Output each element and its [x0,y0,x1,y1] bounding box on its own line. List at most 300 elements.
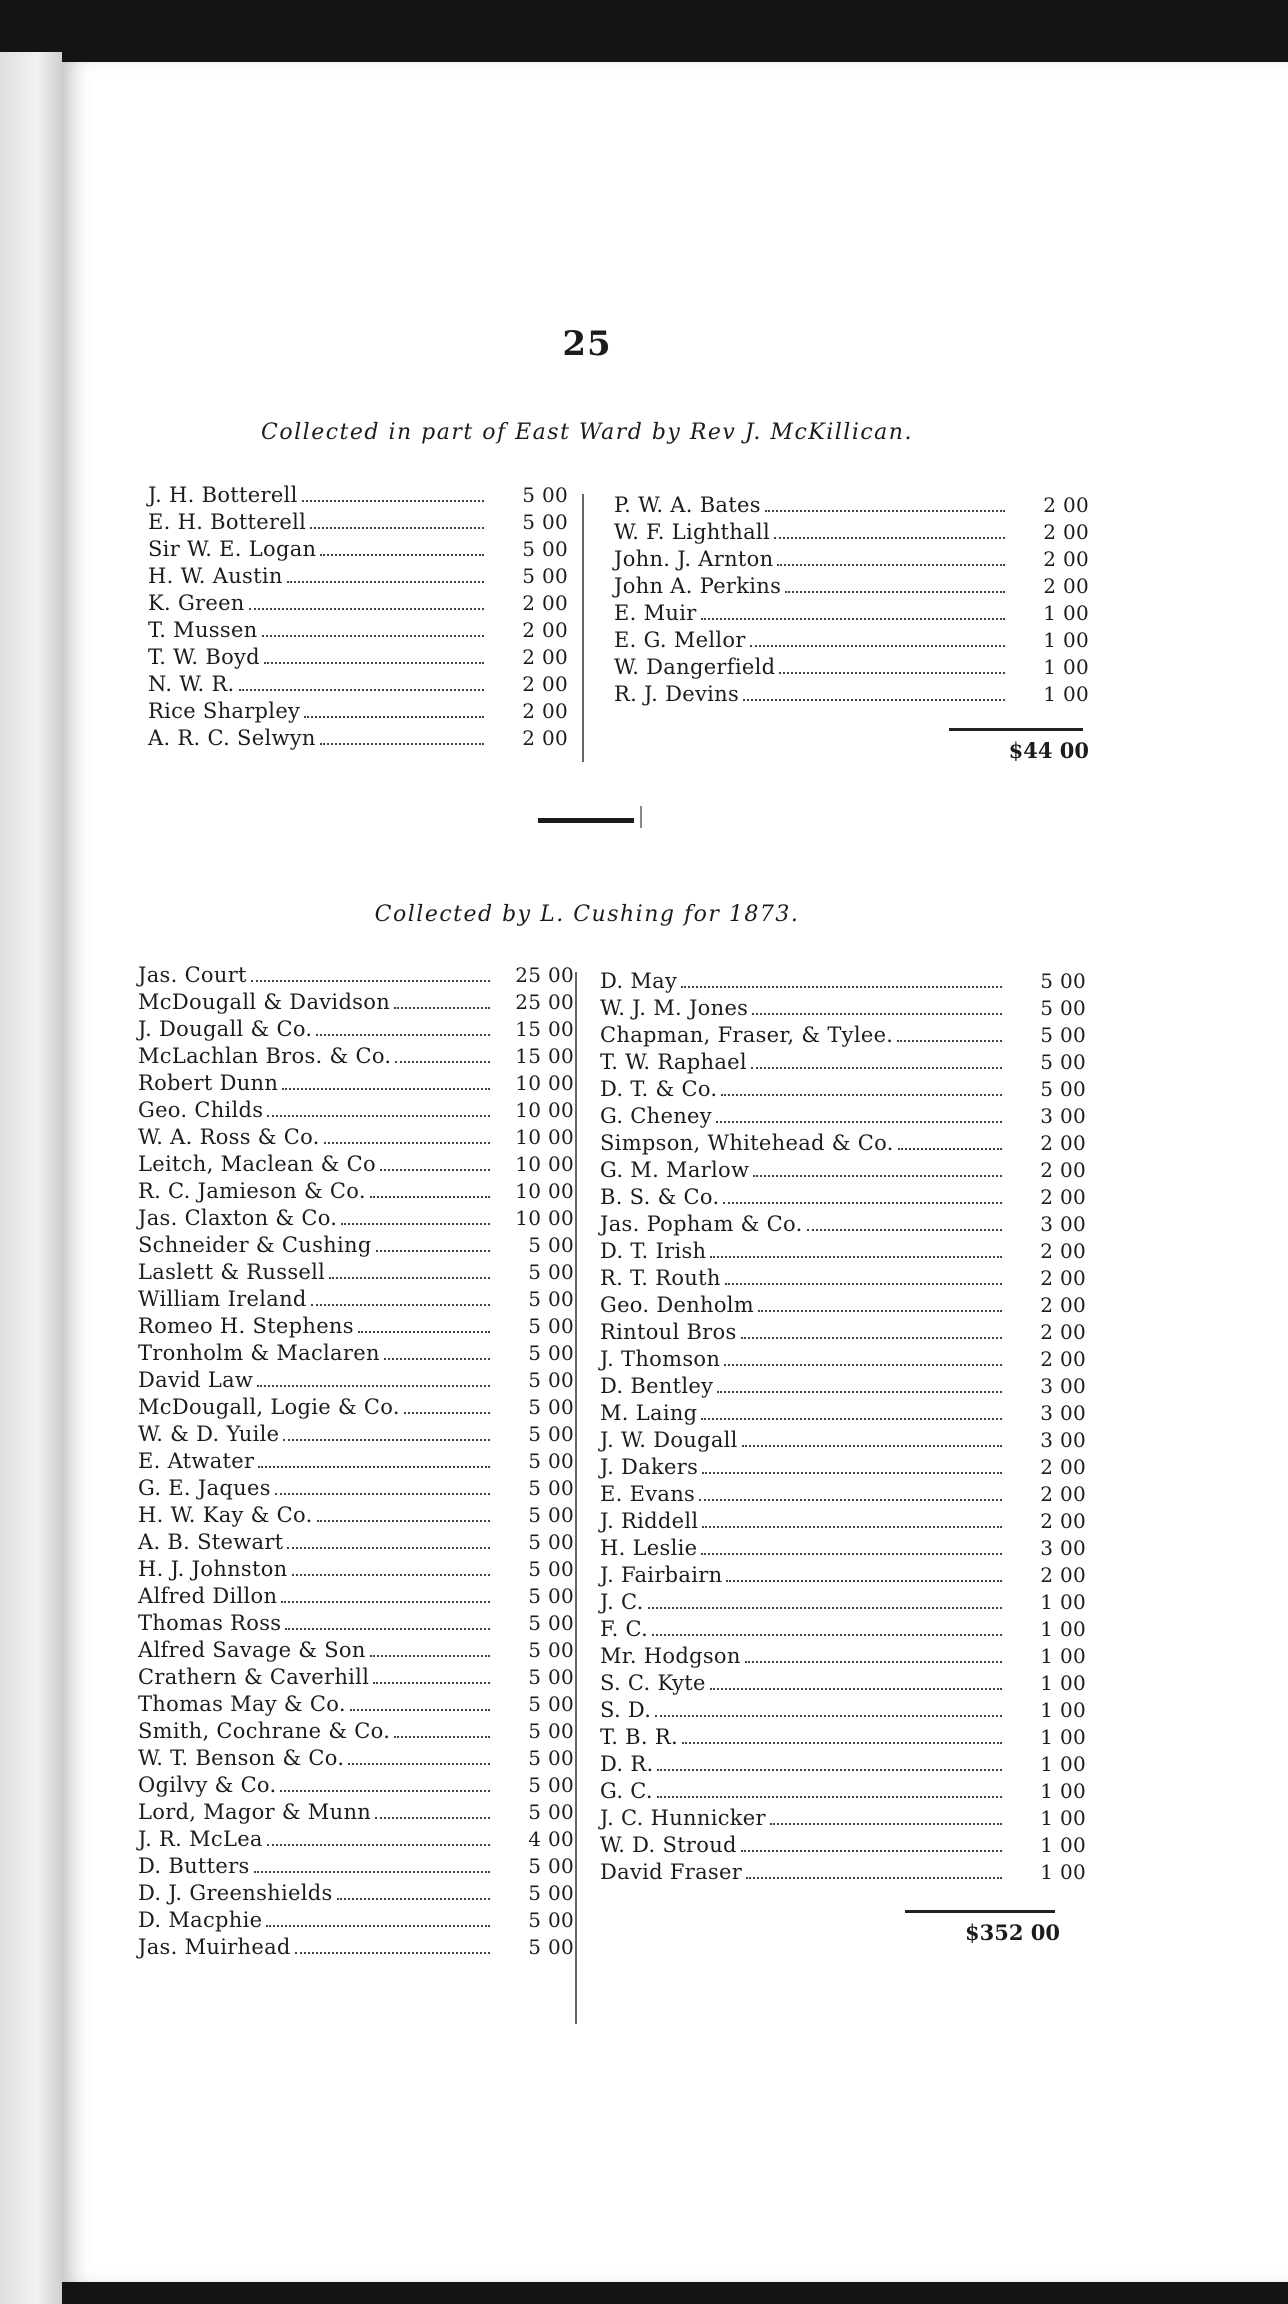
subscriber-name: Sir W. E. Logan [148,537,317,561]
subscription-amount: 2 00 [522,645,568,669]
leader-dots [750,645,1005,647]
subscription-amount: 1 00 [1040,1833,1086,1857]
subscriber-name: J. Riddell [600,1509,699,1533]
subscription-amount: 5 00 [522,483,568,507]
subscriber-name: H. W. Austin [148,564,283,588]
leader-dots [258,1466,490,1468]
leader-dots [287,1547,490,1549]
subscriber-name: Tronholm & Maclaren [138,1341,380,1365]
leader-dots [254,1871,490,1873]
subscriber-name: J. C. [600,1590,644,1614]
cushing-total: $352 00 [965,1920,1060,1945]
subscriber-row [138,1124,574,1151]
subscriber-name: John A. Perkins [614,574,782,598]
subscriber-name: A. B. Stewart [138,1530,284,1554]
leader-dots [710,1688,1002,1690]
subscription-amount: 2 00 [1040,1320,1086,1344]
leader-dots [375,1817,490,1819]
east-ward-left-column [148,482,568,752]
subscription-amount: 5 00 [1040,1077,1086,1101]
subscriber-row [600,1481,1086,1508]
subscription-amount: 5 00 [528,1854,574,1878]
subscription-amount: 2 00 [1043,547,1089,571]
leader-dots [324,1142,490,1144]
leader-dots [655,1715,1002,1717]
leader-dots [376,1250,490,1252]
subscriber-row [138,1934,574,1961]
subscription-amount: 1 00 [1040,1752,1086,1776]
leader-dots [716,1121,1002,1123]
subscription-amount: 3 00 [1040,1401,1086,1425]
leader-dots [725,1283,1002,1285]
subscriber-name: B. S. & Co. [600,1185,720,1209]
subscriber-name: G. Cheney [600,1104,712,1128]
subscriber-row [600,1022,1086,1049]
subscription-amount: 2 00 [1040,1158,1086,1182]
subscriber-row [600,1697,1086,1724]
subscription-amount: 5 00 [528,1503,574,1527]
subscription-amount: 5 00 [528,1395,574,1419]
leader-dots [302,500,484,502]
subscriber-name: Chapman, Fraser, & Tylee. [600,1023,894,1047]
subscriber-name: Schneider & Cushing [138,1233,372,1257]
subscription-amount: 10 00 [515,1152,574,1176]
subscriber-row [600,1049,1086,1076]
leader-dots [702,1526,1002,1528]
subscriber-row [600,1238,1086,1265]
subscriber-name: A. R. C. Selwyn [148,726,316,750]
subscription-amount: 1 00 [1043,682,1089,706]
subscriber-row [138,1664,574,1691]
subscriber-name: Rintoul Bros [600,1320,737,1344]
leader-dots [370,1196,490,1198]
subscriber-name: J. Thomson [600,1347,721,1371]
subscriber-row [148,617,568,644]
subscriber-name: Geo. Denholm [600,1293,755,1317]
leader-dots [741,1337,1002,1339]
subscription-amount: 5 00 [1040,1023,1086,1047]
subscriber-row [614,654,1089,681]
subscription-amount: 2 00 [522,699,568,723]
leader-dots [751,1067,1002,1069]
subscription-amount: 5 00 [522,510,568,534]
subscription-amount: 5 00 [528,1530,574,1554]
subscription-amount: 5 00 [528,1341,574,1365]
leader-dots [777,564,1005,566]
leader-dots [257,1385,490,1387]
subscriber-row [600,1292,1086,1319]
total-rule [905,1910,1055,1913]
subscriber-row [138,1718,574,1745]
subscriber-row [614,573,1089,600]
subscription-amount: 5 00 [528,1773,574,1797]
subscriber-name: E. G. Mellor [614,628,746,652]
subscriber-row [138,1610,574,1637]
leader-dots [681,986,1002,988]
subscriber-row [600,1319,1086,1346]
subscriber-name: Lord, Magor & Munn [138,1800,372,1824]
subscriber-row [600,1157,1086,1184]
subscription-amount: 5 00 [528,1368,574,1392]
leader-dots [745,1661,1002,1663]
subscription-amount: 5 00 [528,1908,574,1932]
cushing-right-column [600,968,1086,1886]
leader-dots [742,1445,1002,1447]
subscription-amount: 5 00 [528,1746,574,1770]
subscription-amount: 2 00 [1040,1482,1086,1506]
subscriber-row [148,509,568,536]
subscriber-name: D. R. [600,1752,654,1776]
subscriber-name: Jas. Claxton & Co. [138,1206,338,1230]
subscriber-name: D. May [600,969,678,993]
subscription-amount: 5 00 [528,1476,574,1500]
subscription-amount: 2 00 [1040,1266,1086,1290]
subscriber-row [600,1265,1086,1292]
leader-dots [239,689,484,691]
subscriber-row [138,1745,574,1772]
leader-dots [897,1040,1002,1042]
subscription-amount: 2 00 [1043,520,1089,544]
subscription-amount: 10 00 [515,1206,574,1230]
subscription-amount: 1 00 [1040,1725,1086,1749]
subscriber-row [148,644,568,671]
subscriber-row [138,1907,574,1934]
subscription-amount: 3 00 [1040,1428,1086,1452]
subscriber-name: G. C. [600,1779,653,1803]
subscriber-name: G. M. Marlow [600,1158,750,1182]
subscriber-name: Thomas May & Co. [138,1692,346,1716]
subscriber-name: Geo. Childs [138,1098,264,1122]
book-page [62,62,1288,2282]
subscriber-name: J. Dakers [600,1455,699,1479]
subscriber-name: Alfred Savage & Son [138,1638,366,1662]
subscriber-row [138,1340,574,1367]
subscriber-row [138,1097,574,1124]
subscriber-name: P. W. A. Bates [614,493,761,517]
leader-dots [774,537,1005,539]
subscriber-row [600,995,1086,1022]
cushing-left-column [138,962,574,1961]
subscriber-row [600,1508,1086,1535]
subscription-amount: 2 00 [522,591,568,615]
leader-dots [341,1223,490,1225]
leader-dots [765,510,1005,512]
subscriber-name: D. Butters [138,1854,250,1878]
subscriber-name: J. C. Hunnicker [600,1806,766,1830]
leader-dots [743,699,1005,701]
subscriber-name: R. T. Routh [600,1266,721,1290]
leader-dots [394,1007,490,1009]
separator-mark [640,806,642,828]
leader-dots [657,1796,1002,1798]
subscriber-name: Alfred Dillon [138,1584,278,1608]
subscription-amount: 1 00 [1043,628,1089,652]
subscriber-row [138,1583,574,1610]
leader-dots [752,1013,1002,1015]
subscription-amount: 15 00 [515,1017,574,1041]
subscriber-name: Ogilvy & Co. [138,1773,277,1797]
subscriber-name: Jas. Court [138,963,247,987]
leader-dots [395,1061,490,1063]
leader-dots [710,1256,1002,1258]
subscription-amount: 2 00 [1040,1455,1086,1479]
subscriber-name: T. B. R. [600,1725,678,1749]
leader-dots [898,1148,1002,1150]
leader-dots [329,1277,490,1279]
subscriber-row [138,1853,574,1880]
subscription-amount: 3 00 [1040,1212,1086,1236]
leader-dots [753,1175,1002,1177]
subscriber-row [600,1670,1086,1697]
subscriber-row [138,989,574,1016]
subscription-amount: 5 00 [528,1449,574,1473]
subscription-amount: 5 00 [528,1260,574,1284]
subscriber-name: E. Muir [614,601,697,625]
subscriber-row [600,1616,1086,1643]
subscription-amount: 2 00 [1040,1509,1086,1533]
subscription-amount: 5 00 [528,1314,574,1338]
subscriber-name: R. J. Devins [614,682,740,706]
subscriber-name: G. E. Jaques [138,1476,271,1500]
subscription-amount: 1 00 [1040,1806,1086,1830]
subscription-amount: 1 00 [1043,655,1089,679]
subscription-amount: 3 00 [1040,1536,1086,1560]
subscriber-row [138,1394,574,1421]
subscriber-row [600,1724,1086,1751]
subscriber-row [600,1859,1086,1886]
subscription-amount: 5 00 [528,1692,574,1716]
subscriber-name: W. & D. Yuile [138,1422,280,1446]
subscriber-name: W. A. Ross & Co. [138,1125,320,1149]
leader-dots [350,1709,490,1711]
subscriber-name: John. J. Arnton [614,547,774,571]
subscriber-row [138,1205,574,1232]
leader-dots [283,1439,490,1441]
subscription-amount: 2 00 [1040,1563,1086,1587]
subscriber-row [614,600,1089,627]
subscriber-name: S. D. [600,1698,652,1722]
subscription-amount: 4 00 [528,1827,574,1851]
subscriber-name: H. J. Johnston [138,1557,288,1581]
subscriber-name: D. T. Irish [600,1239,707,1263]
subscriber-row [138,1880,574,1907]
subscription-amount: 5 00 [528,1611,574,1635]
subscription-amount: 5 00 [522,564,568,588]
subscription-amount: 5 00 [528,1287,574,1311]
subscription-amount: 1 00 [1040,1644,1086,1668]
subscriber-row [148,536,568,563]
leader-dots [758,1310,1002,1312]
subscriber-row [600,1184,1086,1211]
subscriber-row [138,1421,574,1448]
subscription-amount: 1 00 [1040,1860,1086,1884]
subscription-amount: 15 00 [515,1044,574,1068]
subscriber-row [600,1751,1086,1778]
subscriber-name: H. W. Kay & Co. [138,1503,313,1527]
leader-dots [264,662,484,664]
subscription-amount: 2 00 [1043,493,1089,517]
subscriber-row [614,492,1089,519]
subscriber-name: W. J. M. Jones [600,996,749,1020]
leader-dots [404,1412,490,1414]
subscription-amount: 10 00 [515,1098,574,1122]
leader-dots [785,591,1005,593]
subscriber-name: D. J. Greenshields [138,1881,333,1905]
subscription-amount: 5 00 [528,1638,574,1662]
subscriber-name: H. Leslie [600,1536,698,1560]
subscriber-name: D. T. & Co. [600,1077,718,1101]
subscriber-row [600,968,1086,995]
leader-dots [702,1472,1002,1474]
subscriber-row [614,627,1089,654]
subscriber-row [138,1826,574,1853]
subscriber-row [600,1373,1086,1400]
subscriber-row [600,1562,1086,1589]
leader-dots [348,1763,490,1765]
subscriber-row [138,1637,574,1664]
leader-dots [717,1391,1002,1393]
subscriber-name: Mr. Hodgson [600,1644,741,1668]
subscriber-row [138,1151,574,1178]
leader-dots [779,672,1005,674]
subscription-amount: 2 00 [522,726,568,750]
subscription-amount: 3 00 [1040,1104,1086,1128]
leader-dots [267,1844,490,1846]
subscriber-row [138,1016,574,1043]
subscription-amount: 5 00 [522,537,568,561]
subscriber-name: Jas. Popham & Co. [600,1212,803,1236]
subscriber-name: Romeo H. Stephens [138,1314,354,1338]
subscription-amount: 5 00 [528,1584,574,1608]
subscription-amount: 5 00 [528,1557,574,1581]
leader-dots [310,527,484,529]
subscriber-name: W. Dangerfield [614,655,776,679]
subscriber-name: William Ireland [138,1287,307,1311]
subscriber-name: Rice Sharpley [148,699,301,723]
subscriber-row [138,1232,574,1259]
subscriber-row [138,1691,574,1718]
leader-dots [699,1499,1002,1501]
subscriber-row [138,1502,574,1529]
section-heading-east-ward: Collected in part of East Ward by Rev J. McKillican. [261,420,913,445]
leader-dots [724,1364,1002,1366]
subscriber-row [600,1535,1086,1562]
subscriber-name: Smith, Cochrane & Co. [138,1719,391,1743]
subscription-amount: 5 00 [528,1800,574,1824]
subscriber-name: T. Mussen [148,618,258,642]
leader-dots [320,743,484,745]
leader-dots [287,581,484,583]
column-divider [582,494,584,762]
subscriber-name: Jas. Muirhead [138,1935,291,1959]
subscription-amount: 2 00 [1040,1293,1086,1317]
subscriber-name: W. T. Benson & Co. [138,1746,345,1770]
subscriber-name: McLachlan Bros. & Co. [138,1044,392,1068]
subscriber-name: T. W. Boyd [148,645,260,669]
subscriber-name: J. W. Dougall [600,1428,738,1452]
section-separator [538,818,634,823]
subscriber-row [138,1475,574,1502]
leader-dots [266,1925,490,1927]
subscriber-name: F. C. [600,1617,649,1641]
subscriber-row [138,1367,574,1394]
subscription-amount: 2 00 [1040,1185,1086,1209]
subscriber-row [600,1454,1086,1481]
leader-dots [280,1790,490,1792]
leader-dots [317,1520,490,1522]
leader-dots [370,1655,490,1657]
subscriber-name: McDougall & Davidson [138,990,391,1014]
subscriber-name: J. H. Botterell [148,483,298,507]
subscription-amount: 25 00 [515,963,574,987]
subscriber-name: Leitch, Maclean & Co [138,1152,376,1176]
subscriber-name: J. R. McLea [138,1827,263,1851]
subscriber-row [138,1286,574,1313]
subscriber-name: David Law [138,1368,254,1392]
leader-dots [701,1418,1002,1420]
subscriber-name: Robert Dunn [138,1071,279,1095]
subscriber-name: S. C. Kyte [600,1671,706,1695]
subscriber-name: N. W. R. [148,672,235,696]
subscriber-row [138,1529,574,1556]
subscriber-name: J. Fairbairn [600,1563,723,1587]
subscription-amount: 25 00 [515,990,574,1014]
subscription-amount: 1 00 [1043,601,1089,625]
subscriber-row [600,1103,1086,1130]
leader-dots [770,1823,1002,1825]
subscriber-row [600,1400,1086,1427]
total-rule [949,728,1083,731]
subscriber-row [148,725,568,752]
subscription-amount: 5 00 [528,1935,574,1959]
leader-dots [373,1682,490,1684]
leader-dots [723,1202,1002,1204]
subscriber-name: K. Green [148,591,245,615]
leader-dots [726,1580,1002,1582]
leader-dots [320,554,484,556]
leader-dots [292,1574,491,1576]
page-number: 25 [562,324,612,364]
leader-dots [701,1553,1002,1555]
subscriber-row [600,1832,1086,1859]
subscription-amount: 10 00 [515,1125,574,1149]
leader-dots [741,1850,1002,1852]
subscriber-row [614,681,1089,708]
subscriber-row [148,563,568,590]
subscriber-name: Laslett & Russell [138,1260,326,1284]
subscriber-name: W. F. Lighthall [614,520,770,544]
subscriber-name: Thomas Ross [138,1611,282,1635]
subscriber-row [148,671,568,698]
leader-dots [282,1088,490,1090]
subscriber-name: E. Evans [600,1482,696,1506]
subscription-amount: 5 00 [528,1719,574,1743]
leader-dots [721,1094,1002,1096]
subscriber-row [600,1427,1086,1454]
subscriber-row [148,482,568,509]
subscriber-row [148,698,568,725]
leader-dots [295,1952,490,1954]
subscriber-name: E. Atwater [138,1449,255,1473]
subscriber-name: Simpson, Whitehead & Co. [600,1131,894,1155]
subscriber-name: McDougall, Logie & Co. [138,1395,400,1419]
leader-dots [380,1169,490,1171]
subscription-amount: 2 00 [522,618,568,642]
leader-dots [358,1331,490,1333]
leader-dots [249,608,484,610]
leader-dots [746,1877,1002,1879]
leader-dots [384,1358,490,1360]
